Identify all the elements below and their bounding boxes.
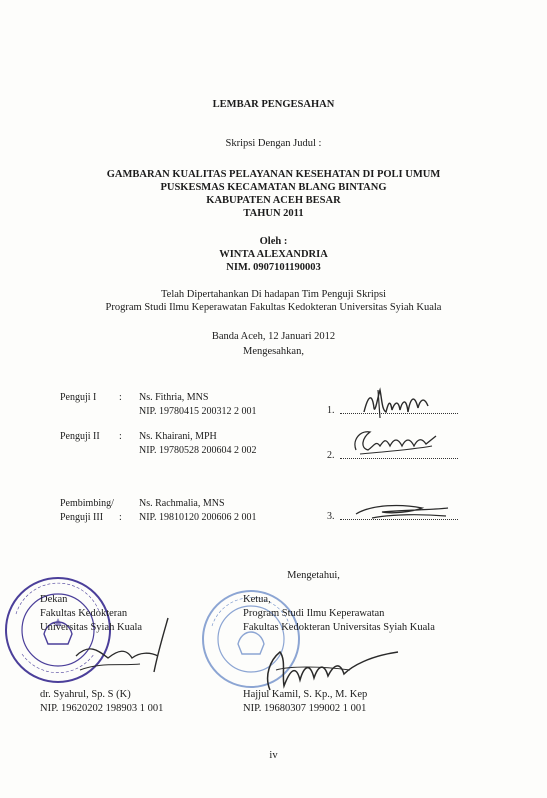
examiner-2-nip: NIP. 19780528 200604 2 002: [139, 445, 257, 456]
place-date: Banda Aceh, 12 Januari 2012: [211, 331, 336, 342]
head-name: Hajjul Kamil, S. Kp., M. Kep: [243, 689, 368, 700]
page-number: iv: [269, 750, 278, 761]
title-line-3: KABUPATEN ACEH BESAR: [206, 195, 341, 206]
dean-title-3: Universitas Syiah Kuala: [40, 622, 143, 633]
dean-title-2: Fakultas Kedokteran: [40, 608, 128, 619]
examiner-1-name: Ns. Fithria, MNS: [139, 392, 209, 403]
examiner-1-role: Penguji I: [60, 392, 97, 403]
heading: LEMBAR PENGESAHAN: [212, 99, 335, 110]
approved-label: Mengesahkan,: [243, 346, 304, 357]
examiner-2-signature: [350, 422, 440, 460]
examiner-2-sep: :: [119, 431, 122, 442]
head-title-3: Fakultas Kedokteran Universitas Syiah Kuala: [243, 622, 435, 633]
examiner-3-name: Ns. Rachmalia, MNS: [139, 498, 225, 509]
examiner-2-role: Penguji II: [60, 431, 100, 442]
examiner-3-sep: :: [119, 512, 122, 523]
examiner-3-sign-no: 3.: [327, 511, 335, 522]
author-nim: NIM. 0907101190003: [226, 262, 321, 273]
head-title-2: Program Studi Ilmu Keperawatan: [243, 608, 385, 619]
by-label: Oleh :: [259, 236, 288, 247]
examiner-1-signature: [360, 386, 430, 420]
dean-nip: NIP. 19620202 198903 1 001: [40, 703, 164, 714]
examiner-2-name: Ns. Khairani, MPH: [139, 431, 217, 442]
title-line-2: PUSKESMAS KECAMATAN BLANG BINTANG: [160, 182, 387, 193]
defended-line-2: Program Studi Ilmu Keperawatan Fakultas Kedokteran Universitas Syiah Kuala: [105, 302, 442, 313]
title-line-4: TAHUN 2011: [243, 208, 304, 219]
defended-line-1: Telah Dipertahankan Di hadapan Tim Penguji Skripsi: [161, 289, 386, 300]
dean-title-1: Dekan: [40, 594, 68, 605]
head-title-1: Ketua,: [243, 594, 271, 605]
subheading: Skripsi Dengan Judul :: [225, 138, 322, 149]
examiner-3-nip: NIP. 19810120 200606 2 001: [139, 512, 257, 523]
examiner-1-nip: NIP. 19780415 200312 2 001: [139, 406, 257, 417]
examiner-3-signature: [352, 500, 452, 524]
examiner-3-role-line1: Pembimbing/: [60, 498, 114, 509]
examiner-1-sep: :: [119, 392, 122, 403]
author-name: WINTA ALEXANDRIA: [219, 249, 328, 260]
dean-name: dr. Syahrul, Sp. S (K): [40, 689, 131, 700]
examiner-1-sign-no: 1.: [327, 405, 335, 416]
acknowledged-label: Mengetahui,: [287, 570, 340, 581]
examiner-2-sign-no: 2.: [327, 450, 335, 461]
title-line-1: GAMBARAN KUALITAS PELAYANAN KESEHATAN DI POLI UMUM: [106, 169, 441, 180]
dean-signature: [70, 612, 180, 682]
head-nip: NIP. 19680307 199002 1 001: [243, 703, 367, 714]
examiner-3-role: Penguji III: [60, 512, 104, 523]
